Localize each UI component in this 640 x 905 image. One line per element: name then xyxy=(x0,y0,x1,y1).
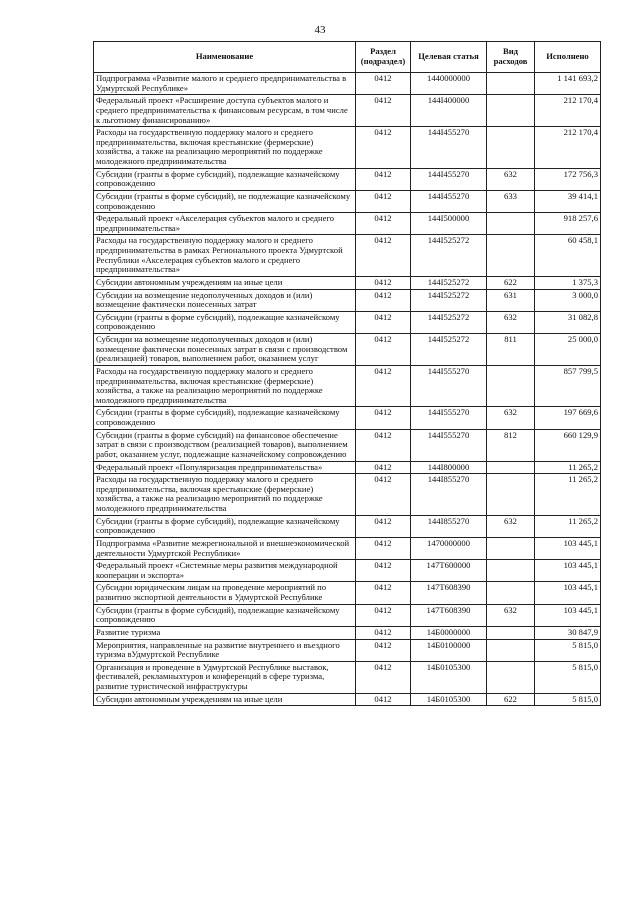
cell-name: Субсидии (гранты в форме субсидий), подлежащие казначейскому сопровождению xyxy=(94,515,356,537)
table-row xyxy=(94,429,601,461)
cell-name: Федеральный проект «Системные меры развития международной кооперации и экспорта» xyxy=(94,560,356,582)
table-row xyxy=(94,639,601,661)
cell-expense-type xyxy=(487,73,535,95)
cell-expense-type xyxy=(487,560,535,582)
cell-amount: 60 458,1 xyxy=(535,235,601,277)
cell-amount: 103 445,1 xyxy=(535,560,601,582)
cell-article: 144I525272 xyxy=(411,276,487,289)
table-header-row xyxy=(94,42,601,73)
cell-expense-type: 622 xyxy=(487,693,535,706)
cell-section: 0412 xyxy=(356,604,411,626)
cell-section: 0412 xyxy=(356,515,411,537)
table-row xyxy=(94,582,601,604)
cell-article: 144I800000 xyxy=(411,461,487,474)
cell-section: 0412 xyxy=(356,276,411,289)
cell-expense-type xyxy=(487,474,535,516)
table-row xyxy=(94,560,601,582)
header-name: Наименование xyxy=(94,42,356,73)
cell-amount: 5 815,0 xyxy=(535,661,601,693)
table-row xyxy=(94,95,601,127)
cell-amount: 3 000,0 xyxy=(535,289,601,311)
cell-article: 144I555270 xyxy=(411,407,487,429)
cell-section: 0412 xyxy=(356,429,411,461)
cell-article: 14Б0105300 xyxy=(411,693,487,706)
cell-section: 0412 xyxy=(356,168,411,190)
cell-amount: 30 847,9 xyxy=(535,626,601,639)
table-row xyxy=(94,127,601,169)
cell-section: 0412 xyxy=(356,461,411,474)
cell-article: 144I525272 xyxy=(411,289,487,311)
cell-name: Федеральный проект «Акселерация субъектов малого и среднего предпринимательства» xyxy=(94,213,356,235)
cell-expense-type xyxy=(487,582,535,604)
cell-section: 0412 xyxy=(356,190,411,212)
cell-name: Развитие туризма xyxy=(94,626,356,639)
cell-amount: 660 129,9 xyxy=(535,429,601,461)
cell-expense-type: 632 xyxy=(487,515,535,537)
cell-name: Субсидии автономным учреждениям на иные цели xyxy=(94,276,356,289)
page-number: 43 xyxy=(314,24,326,36)
cell-amount: 857 799,5 xyxy=(535,365,601,407)
header-expense-type: Вид расходов xyxy=(487,42,535,73)
cell-amount: 5 815,0 xyxy=(535,693,601,706)
cell-name: Субсидии (гранты в форме субсидий), подлежащие казначейскому сопровождению xyxy=(94,407,356,429)
cell-section: 0412 xyxy=(356,365,411,407)
table-row xyxy=(94,693,601,706)
cell-amount: 1 375,3 xyxy=(535,276,601,289)
cell-amount: 31 082,8 xyxy=(535,311,601,333)
cell-name: Расходы на государственную поддержку малого и среднего предпринимательства в рамках Регионального проекта Удмуртской Республики «Акселерация субъектов малого и среднего предпринимательства» xyxy=(94,235,356,277)
cell-expense-type xyxy=(487,127,535,169)
cell-name: Организация и проведение в Удмуртской Республике выставок, фестивалей, рекламныхтуров и конференций в сфере туризма, развитие туристической инфраструктуры xyxy=(94,661,356,693)
cell-article: 147T600000 xyxy=(411,560,487,582)
cell-article: 147T608390 xyxy=(411,604,487,626)
cell-section: 0412 xyxy=(356,693,411,706)
cell-article: 14Б0100000 xyxy=(411,639,487,661)
cell-name: Федеральный проект «Расширение доступа субъектов малого и среднего предпринимательства к финансовым ресурсам, в том числе к льготному финансированию» xyxy=(94,95,356,127)
cell-article: 144I555270 xyxy=(411,429,487,461)
cell-expense-type: 812 xyxy=(487,429,535,461)
cell-expense-type: 632 xyxy=(487,168,535,190)
cell-expense-type: 632 xyxy=(487,407,535,429)
cell-name: Субсидии (гранты в форме субсидий), подлежащие казначейскому сопровождению xyxy=(94,168,356,190)
table-row xyxy=(94,474,601,516)
cell-name: Расходы на государственную поддержку малого и среднего предпринимательства, включая крестьянские (фермерские) хозяйства, а также на реализацию мероприятий по поддержке молодежного предпринимательства xyxy=(94,365,356,407)
cell-amount: 11 265,2 xyxy=(535,461,601,474)
cell-amount: 103 445,1 xyxy=(535,537,601,559)
cell-article: 144I525272 xyxy=(411,235,487,277)
cell-name: Субсидии (гранты в форме субсидий), подлежащие казначейскому сопровождению xyxy=(94,604,356,626)
cell-section: 0412 xyxy=(356,560,411,582)
header-article: Целевая статья xyxy=(411,42,487,73)
cell-amount: 5 815,0 xyxy=(535,639,601,661)
cell-name: Подпрограмма «Развитие межрегиональной и внешнеэкономической деятельности Удмуртской Республики» xyxy=(94,537,356,559)
cell-article: 144I500000 xyxy=(411,213,487,235)
cell-section: 0412 xyxy=(356,474,411,516)
cell-article: 144I525272 xyxy=(411,334,487,366)
table-row xyxy=(94,604,601,626)
cell-amount: 103 445,1 xyxy=(535,582,601,604)
cell-amount: 25 000,0 xyxy=(535,334,601,366)
cell-expense-type xyxy=(487,213,535,235)
cell-amount: 1 141 693,2 xyxy=(535,73,601,95)
table-row xyxy=(94,407,601,429)
cell-amount: 39 414,1 xyxy=(535,190,601,212)
table-row xyxy=(94,168,601,190)
cell-amount: 212 170,4 xyxy=(535,127,601,169)
header-amount: Исполнено xyxy=(535,42,601,73)
budget-execution-table xyxy=(93,41,601,706)
cell-section: 0412 xyxy=(356,639,411,661)
cell-name: Подпрограмма «Развитие малого и среднего предпринимательства в Удмуртской Республике» xyxy=(94,73,356,95)
cell-name: Федеральный проект «Популяризация предпринимательства» xyxy=(94,461,356,474)
cell-article: 144I455270 xyxy=(411,127,487,169)
cell-section: 0412 xyxy=(356,73,411,95)
table-row xyxy=(94,537,601,559)
table-row xyxy=(94,461,601,474)
cell-amount: 172 756,3 xyxy=(535,168,601,190)
cell-expense-type: 631 xyxy=(487,289,535,311)
cell-name: Субсидии на возмещение недополученных доходов и (или) возмещение фактически понесенных затрат xyxy=(94,289,356,311)
table-row xyxy=(94,276,601,289)
cell-name: Мероприятия, направленные на развитие внутреннего и въездного туризма вУдмуртской Республике xyxy=(94,639,356,661)
cell-section: 0412 xyxy=(356,213,411,235)
cell-article: 144I400000 xyxy=(411,95,487,127)
cell-amount: 197 669,6 xyxy=(535,407,601,429)
cell-article: 147T608390 xyxy=(411,582,487,604)
cell-name: Субсидии (гранты в форме субсидий), подлежащие казначейскому сопровождению xyxy=(94,311,356,333)
cell-amount: 212 170,4 xyxy=(535,95,601,127)
cell-article: 1470000000 xyxy=(411,537,487,559)
cell-name: Расходы на государственную поддержку малого и среднего предпринимательства, включая крестьянские (фермерские) хозяйства, а также на реализацию мероприятий по поддержке молодежного предпринимательства xyxy=(94,474,356,516)
cell-expense-type: 811 xyxy=(487,334,535,366)
table-row xyxy=(94,190,601,212)
cell-article: 1440000000 xyxy=(411,73,487,95)
cell-name: Субсидии юридическим лицам на проведение мероприятий по развитию экспортной деятельности в Удмуртской Республике xyxy=(94,582,356,604)
cell-amount: 11 265,2 xyxy=(535,474,601,516)
cell-section: 0412 xyxy=(356,95,411,127)
cell-name: Субсидии (гранты в форме субсидий), не подлежащие казначейскому сопровождению xyxy=(94,190,356,212)
cell-name: Расходы на государственную поддержку малого и среднего предпринимательства, включая крестьянские (фермерские) хозяйства, а также на реализацию мероприятий по поддержке молодежного предпринимательства xyxy=(94,127,356,169)
cell-amount: 11 265,2 xyxy=(535,515,601,537)
table-row xyxy=(94,515,601,537)
table-row xyxy=(94,311,601,333)
cell-article: 144I455270 xyxy=(411,190,487,212)
cell-expense-type xyxy=(487,661,535,693)
cell-section: 0412 xyxy=(356,537,411,559)
cell-name: Субсидии (гранты в форме субсидий) на финансовое обеспечение затрат в связи с производством (реализацией товаров), выполнением работ, оказанием услуг, подлежащие казначейскому сопровождению xyxy=(94,429,356,461)
cell-expense-type xyxy=(487,639,535,661)
table-row xyxy=(94,365,601,407)
cell-article: 144I855270 xyxy=(411,474,487,516)
table-body xyxy=(94,73,601,706)
cell-section: 0412 xyxy=(356,626,411,639)
table-row xyxy=(94,73,601,95)
cell-expense-type: 632 xyxy=(487,604,535,626)
table-row xyxy=(94,235,601,277)
table-row xyxy=(94,626,601,639)
table-row xyxy=(94,213,601,235)
cell-expense-type: 622 xyxy=(487,276,535,289)
cell-section: 0412 xyxy=(356,661,411,693)
cell-section: 0412 xyxy=(356,311,411,333)
cell-expense-type xyxy=(487,537,535,559)
cell-section: 0412 xyxy=(356,334,411,366)
table-row xyxy=(94,334,601,366)
cell-section: 0412 xyxy=(356,407,411,429)
table-row xyxy=(94,661,601,693)
cell-amount: 918 257,6 xyxy=(535,213,601,235)
cell-expense-type xyxy=(487,365,535,407)
cell-section: 0412 xyxy=(356,582,411,604)
cell-expense-type xyxy=(487,626,535,639)
cell-expense-type xyxy=(487,235,535,277)
cell-section: 0412 xyxy=(356,235,411,277)
cell-amount: 103 445,1 xyxy=(535,604,601,626)
header-section: Раздел (подраздел) xyxy=(356,42,411,73)
cell-article: 144I455270 xyxy=(411,168,487,190)
cell-article: 14Б0105300 xyxy=(411,661,487,693)
cell-name: Субсидии на возмещение недополученных доходов и (или) возмещение фактически понесенных затрат в связи с производством (реализацией) товаров, выполнением работ, оказанием услуг xyxy=(94,334,356,366)
cell-article: 144I525272 xyxy=(411,311,487,333)
cell-section: 0412 xyxy=(356,289,411,311)
cell-expense-type: 633 xyxy=(487,190,535,212)
table-row xyxy=(94,289,601,311)
cell-name: Субсидии автономным учреждениям на иные цели xyxy=(94,693,356,706)
cell-expense-type xyxy=(487,461,535,474)
cell-article: 144I555270 xyxy=(411,365,487,407)
cell-expense-type: 632 xyxy=(487,311,535,333)
cell-article: 14Б0000000 xyxy=(411,626,487,639)
cell-article: 144I855270 xyxy=(411,515,487,537)
cell-section: 0412 xyxy=(356,127,411,169)
cell-expense-type xyxy=(487,95,535,127)
